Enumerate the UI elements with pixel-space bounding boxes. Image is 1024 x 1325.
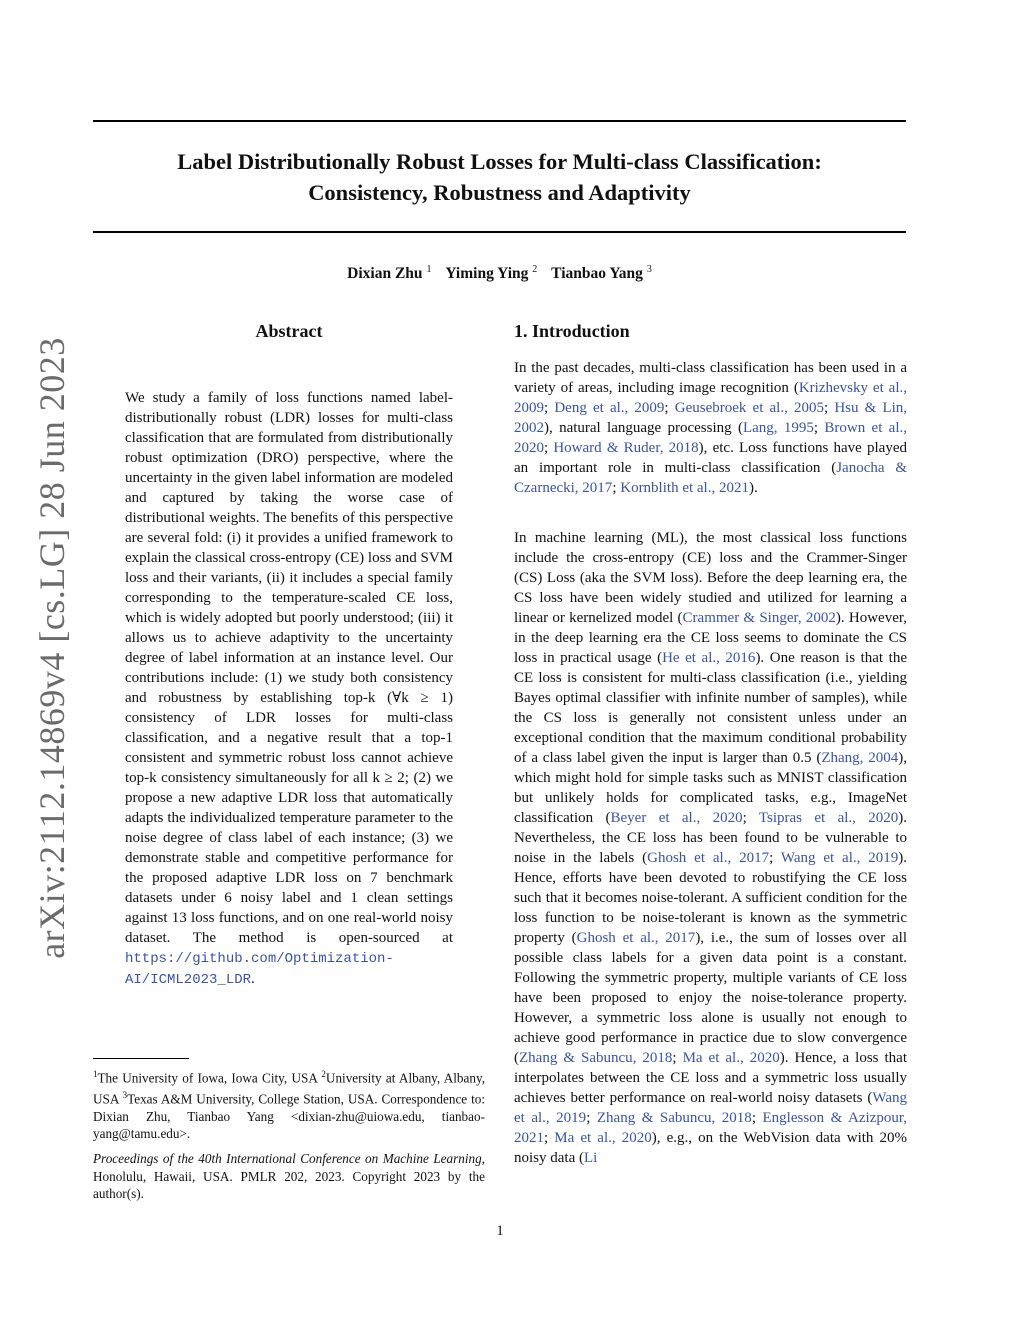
citation-link[interactable]: Ma et al., 2020 xyxy=(682,1050,780,1066)
citation-link[interactable]: Li xyxy=(583,1150,598,1166)
paper-title-line-1: Label Distributionally Robust Losses for Multi-class Classification: xyxy=(177,149,822,174)
author: Tianbao Yang $^3$ xyxy=(551,264,652,283)
github-link[interactable]: https://github.com/Optimization-AI/ICML2023_LDR xyxy=(125,951,394,988)
citation-link[interactable]: Deng et al., 2009 xyxy=(554,400,665,416)
citation-link[interactable]: He et al., 2016 xyxy=(662,650,756,666)
arxiv-identifier[interactable]: arXiv:2112.14869v4 [cs.LG] 28 Jun 2023 xyxy=(32,337,72,959)
citation-link[interactable]: Englesson & Azizpour, 2021 xyxy=(514,1110,907,1146)
citation-link[interactable]: Zhang, 2004 xyxy=(821,750,899,766)
citation-link[interactable]: Hsu & Lin, 2002 xyxy=(514,400,908,436)
paragraph-text: ; xyxy=(823,400,835,416)
paragraph-text: ), e.g., on the WebVision data with 20% noisy data ( xyxy=(514,1130,908,1166)
citation-link[interactable]: Ghosh et al., 2017 xyxy=(647,850,770,866)
paragraph-text: ). Hence, efforts have been devoted to robustifying the CE loss such that it becomes noise-tolerant. A sufficient condition for the loss function to be noise-tolerant is known as the symmetric property ( xyxy=(514,850,908,946)
paragraph-text: ), i.e., the sum of losses over all possible class labels for a given data point is a constant. Following the symmetric property, multiple variants of CE loss have been proposed to enjoy the noise-tolerance property. However, a symmetric loss alone is usually not enough to achieve good performance in practice due to slow convergence ( xyxy=(514,930,907,1066)
introduction-heading: 1. Introduction xyxy=(514,321,630,341)
paragraph-text: ). One reason is that the CE loss is consistent for multi-class classification (i.e., yielding Bayes optimal classifier with infinite number of samples), while the CS loss is generally not consistent unless under an exceptional condition that the maximum conditional probability of a class label given the input is larger than 0.5 ( xyxy=(514,650,907,766)
intro-paragraph-2 xyxy=(514,528,907,1168)
citation-link[interactable]: Zhang & Sabuncu, 2018 xyxy=(596,1110,752,1126)
citation-link[interactable]: Crammer & Singer, 2002 xyxy=(682,610,836,626)
paragraph-text: ), which might hold for simple tasks such as MNIST classification but unlikely holds for complicated tasks, e.g., ImageNet classification ( xyxy=(514,750,907,826)
citation-link[interactable]: Brown et al., 2020 xyxy=(514,420,908,456)
citation-link[interactable]: Wang et al., 2019 xyxy=(514,1090,907,1126)
paragraph-text: ). xyxy=(748,480,758,496)
citation-link[interactable]: Howard & Ruder, 2018 xyxy=(553,440,699,456)
title-rule-top xyxy=(93,120,906,122)
paragraph-text: In the past decades, multi-class classification has been used in a variety of areas, including image recognition ( xyxy=(514,360,907,396)
citation-link[interactable]: Beyer et al., 2020 xyxy=(610,810,743,826)
paragraph-text: ), etc. Loss functions have played an important role in multi-class classification ( xyxy=(514,440,907,476)
paragraph-text: ; xyxy=(586,1110,597,1126)
paper-title-line-2: Consistency, Robustness and Adaptivity xyxy=(308,180,691,205)
abstract-heading: Abstract xyxy=(255,321,323,341)
footnote-rule xyxy=(93,1058,189,1059)
title-rule-bottom xyxy=(93,231,906,233)
citation-link[interactable]: Ma et al., 2020 xyxy=(554,1130,652,1146)
paragraph-text: ; xyxy=(672,1050,683,1066)
citation-link[interactable]: Tsipras et al., 2020 xyxy=(758,810,899,826)
paragraph-text: ), natural language processing ( xyxy=(544,420,743,436)
paragraph-text: ; xyxy=(813,420,825,436)
affiliation-footnote: $^1$The University of Iowa, Iowa City, USA $^2$University at Albany, Albany, USA $^3$Texas A&M University, College Station, USA. Correspondence to: Dixian Zhu, Tianbao Yang <dixian-zhu@uiowa.edu, tianbao-yang@tamu.edu>. xyxy=(93,1069,485,1142)
paragraph-text: ; xyxy=(612,480,621,496)
paragraph-text: ; xyxy=(769,850,781,866)
paragraph-text: ; xyxy=(742,810,759,826)
paragraph-text: ). Hence, a loss that interpolates between the CE loss and a symmetric loss usually achieves better performance on real-world noisy datasets ( xyxy=(514,1050,907,1106)
paragraph-text: ; xyxy=(544,1130,555,1146)
author: Dixian Zhu $^1$ xyxy=(347,264,432,283)
citation-link[interactable]: Geusebroek et al., 2005 xyxy=(674,400,824,416)
citation-link[interactable]: Ghosh et al., 2017 xyxy=(576,930,696,946)
citation-link[interactable]: Lang, 1995 xyxy=(742,420,814,436)
page-number: 1 xyxy=(496,1223,504,1239)
proceedings-note: Proceedings of the 40th International Conference on Machine Learning, Honolulu, Hawaii, USA. PMLR 202, 2023. Copyright 2023 by the author(s). xyxy=(93,1151,485,1201)
paragraph-text: ; xyxy=(544,440,554,456)
paragraph-text: ). Nevertheless, the CE loss has been found to be vulnerable to noise in the labels ( xyxy=(514,810,908,866)
citation-link[interactable]: Krizhevsky et al., 2009 xyxy=(514,380,907,416)
paragraph-text: ). However, in the deep learning era the CE loss seems to dominate the CS loss in practical usage ( xyxy=(514,610,907,666)
citation-link[interactable]: Janocha & Czarnecki, 2017 xyxy=(514,460,907,496)
paragraph-text: ; xyxy=(751,1110,763,1126)
paragraph-text: ; xyxy=(544,400,555,416)
intro-paragraph-1 xyxy=(514,358,907,498)
paragraph-text: ; xyxy=(664,400,675,416)
citation-link[interactable]: Kornblith et al., 2021 xyxy=(620,480,749,496)
citation-link[interactable]: Zhang & Sabuncu, 2018 xyxy=(519,1050,673,1066)
abstract-body: We study a family of loss functions named label-distributionally robust (LDR) losses for multi-class classification that are formulated from distributionally robust optimization (DRO) perspective, where the uncertainty in the given label information are modeled and captured by taking the worse case of distributional weights. The benefits of this perspective are several fold: (i) it provides a unified framework to explain the classical cross-entropy (CE) loss and SVM loss and their variants, (ii) it includes a special family corresponding to the temperature-scaled CE loss, which is widely adopted but poorly understood; (iii) it allows us to achieve adaptivity to the uncertainty degree of label information at an instance level. Our contributions include: (1) we study both consistency and robustness by establishing top-k (∀k ≥ 1) consistency of LDR losses for multi-class classification, and a negative result that a top-1 consistent and symmetric robust loss cannot achieve top-k consistency simultaneously for all k ≥ 2; (2) we propose a new adaptive LDR loss that automatically adapts the individualized temperature parameter to the noise degree of class label of each instance; (3) we demonstrate stable and competitive performance for the proposed adaptive LDR loss on 7 benchmark datasets under 6 noisy label and 1 clean settings against 13 loss functions, and on one real-world noisy dataset. The method is open-sourced at https://github.com/Optimization-AI/ICML2023_LDR. xyxy=(125,390,453,988)
paragraph-text: In machine learning (ML), the most classical loss functions include the cross-entropy (CE) loss and the Crammer-Singer (CS) Loss (aka the SVM loss). Before the deep learning era, the CS loss have been widely studied and utilized for learning a linear or kernelized model ( xyxy=(514,530,907,626)
author-list xyxy=(93,264,906,283)
author: Yiming Ying $^2$ xyxy=(445,264,538,283)
citation-link[interactable]: Wang et al., 2019 xyxy=(780,850,899,866)
